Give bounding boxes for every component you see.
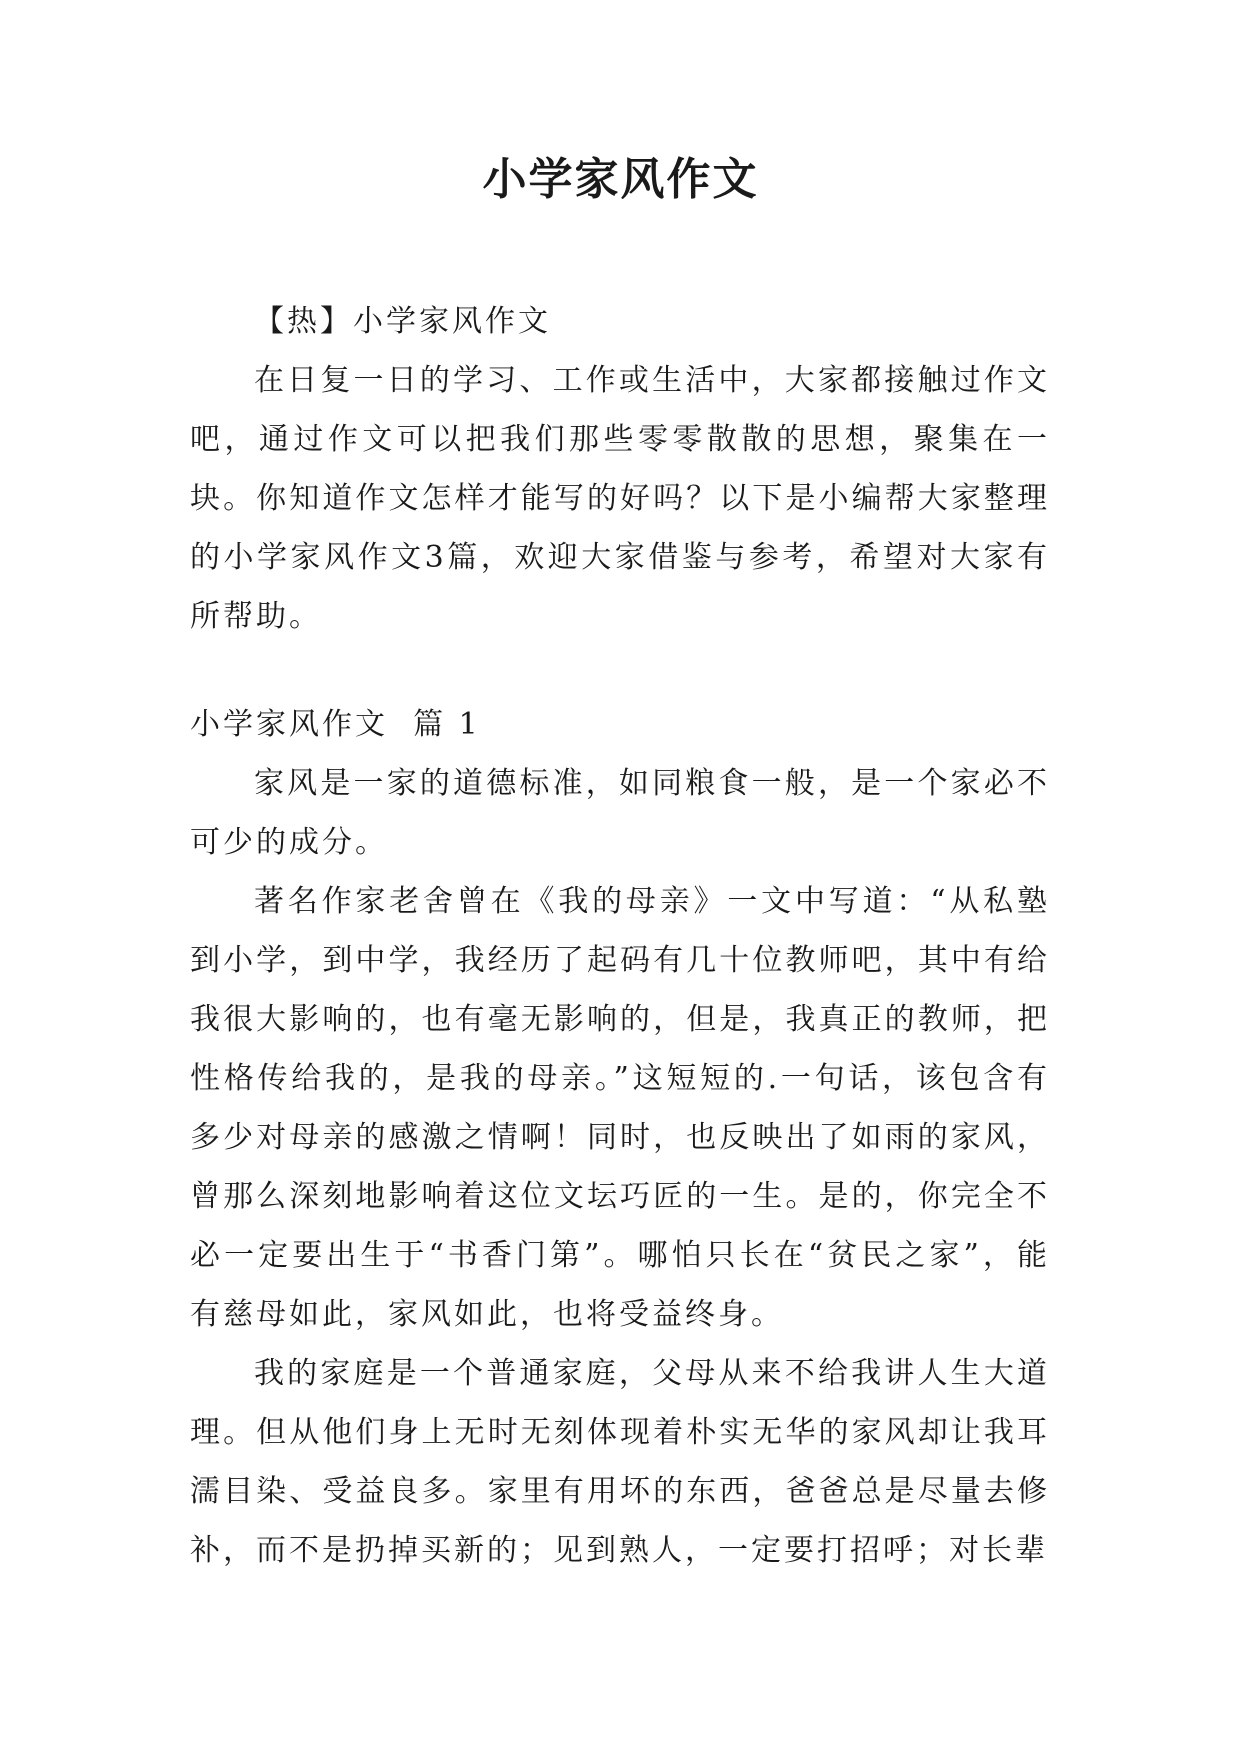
section-1-paragraph-3: 我的家庭是一个普通家庭，父母从来不给我讲人生大道理。但从他们身上无时无刻体现着朴实无华的家风却让我耳濡目染、受益良多。家里有用坏的东西，爸爸总是尽量去修补，而不是扔掉买新的；见到熟人，一定要打招呼；对长辈 — [190, 1356, 1050, 1568]
intro-heading: 【热】小学家风作文 — [254, 304, 551, 339]
section-1 — [190, 695, 1050, 1580]
section-1-paragraph-2: 著名作家老舍曾在《我的母亲》一文中写道：“从私塾到小学，到中学，我经历了起码有几十位教师吧，其中有给我很大影响的，也有毫无影响的，但是，我真正的教师，把性格传给我的，是我的母亲。”这短短的.一句话，该包含有多少对母亲的感激之情啊！同时，也反映出了如雨的家风，曾那么深刻地影响着这位文坛巧匠的一生。是的，你完全不必一定要出生于“书香门第”。哪怕只长在“贫民之家”，能有慈母如此，家风如此，也将受益终身。 — [190, 884, 1050, 1332]
section-1-paragraph-1: 家风是一家的道德标准，如同粮食一般，是一个家必不可少的成分。 — [190, 766, 1050, 860]
section-1-heading: 小学家风作文 篇 1 — [190, 707, 481, 742]
intro-paragraph: 在日复一日的学习、工作或生活中，大家都接触过作文吧，通过作文可以把我们那些零零散散的思想，聚集在一块。你知道作文怎样才能写的好吗？以下是小编帮大家整理的小学家风作文3篇，欢迎大家借鉴与参考，希望对大家有所帮助。 — [190, 363, 1050, 634]
intro-block — [190, 292, 1050, 646]
document-title: 小学家风作文 — [482, 154, 759, 205]
